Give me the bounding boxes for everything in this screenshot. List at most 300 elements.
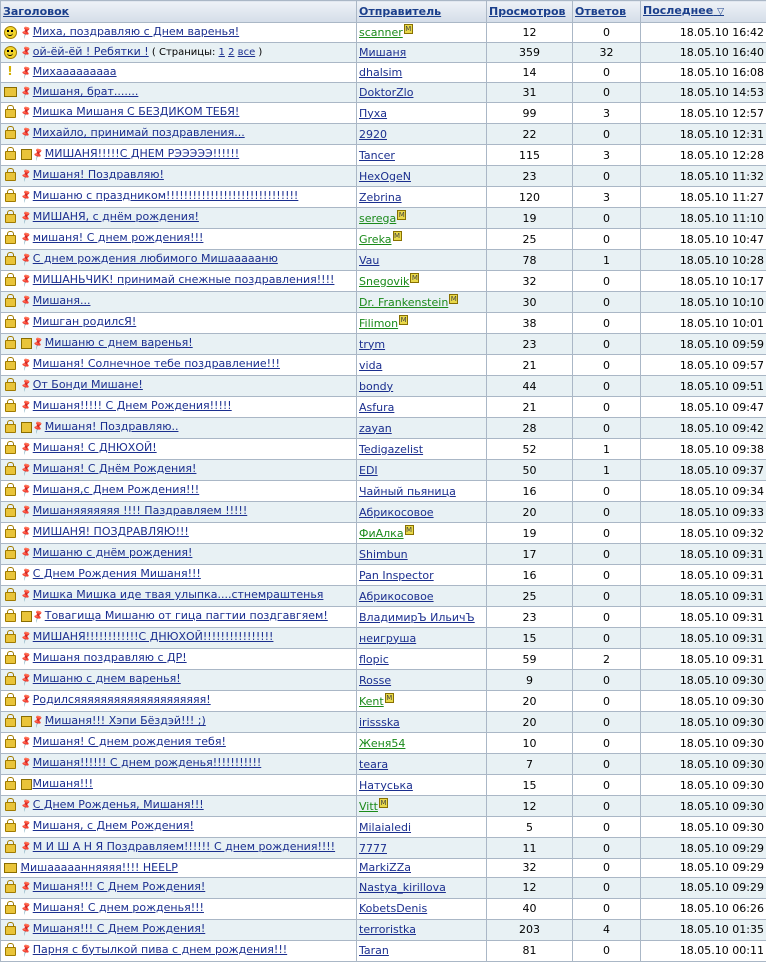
topic-views: 120 <box>487 187 573 208</box>
topic-title-link[interactable]: Мишааааанняяяя!!!! HEELP <box>21 861 178 874</box>
topic-title-link[interactable]: МИШАНЬЧИК! принимай снежные поздравления!!!! <box>33 273 335 286</box>
topic-last-post: 18.05.10 09:32 <box>641 523 766 544</box>
topic-title-cell <box>1 397 357 418</box>
sender-link[interactable]: Rosse <box>359 674 391 687</box>
topic-row <box>1 376 766 397</box>
topic-sender-cell <box>357 919 487 940</box>
topic-last-post: 18.05.10 09:42 <box>641 418 766 439</box>
book-icon <box>3 83 17 100</box>
topic-sender-cell <box>357 502 487 523</box>
topic-sender-cell <box>357 586 487 607</box>
topic-last-post: 18.05.10 11:27 <box>641 187 766 208</box>
lock-icon <box>3 899 17 919</box>
lock-icon-shape <box>5 884 16 893</box>
topic-title-cell <box>1 229 357 250</box>
pin-icon: 📌 <box>17 899 35 919</box>
pin-icon: 📌 <box>17 376 35 396</box>
topic-last-post: 18.05.10 09:59 <box>641 334 766 355</box>
sender-link[interactable]: Shimbun <box>359 548 408 561</box>
sender-link[interactable]: Абрикосовое <box>359 506 434 519</box>
topic-row <box>1 397 766 418</box>
topic-last-post: 18.05.10 09:29 <box>641 877 766 898</box>
lock-icon-shape <box>5 256 16 265</box>
topic-replies: 0 <box>573 292 641 313</box>
sender-link[interactable]: serega <box>359 212 396 225</box>
topic-title-link[interactable]: МИШАНЯ, с днём рождения! <box>33 210 199 223</box>
topic-last-post: 18.05.10 09:30 <box>641 817 766 838</box>
topic-title-link[interactable]: Мишаня поздравляю с ДР! <box>33 651 187 664</box>
topic-sender-cell <box>357 712 487 733</box>
topic-last-post: 18.05.10 09:30 <box>641 712 766 733</box>
topic-replies: 0 <box>573 877 641 898</box>
sender-link[interactable]: scanner <box>359 26 403 39</box>
pin-icon: 📌 <box>17 691 35 711</box>
topic-views: 14 <box>487 63 573 83</box>
lock-icon <box>3 670 17 690</box>
sender-link[interactable]: Nastya_kirillova <box>359 881 446 894</box>
lock-icon <box>3 817 17 837</box>
lock-icon <box>3 775 17 795</box>
moderator-badge-icon: M <box>379 798 388 808</box>
pin-icon: 📌 <box>17 124 35 144</box>
topic-sender-cell <box>357 877 487 898</box>
topic-title-link[interactable]: мишаня! С днем рождения!!! <box>33 231 204 244</box>
topic-replies: 0 <box>573 838 641 859</box>
sticky-icon <box>21 779 32 790</box>
book-icon-shape <box>4 863 17 873</box>
sender-link[interactable]: HexOgeN <box>359 170 411 183</box>
sender-link[interactable]: Женя54 <box>359 737 405 750</box>
lock-icon <box>3 187 17 207</box>
lock-icon <box>3 565 17 585</box>
pin-icon: 📌 <box>29 145 47 165</box>
lock-icon-shape <box>5 487 16 496</box>
sender-link[interactable]: 7777 <box>359 842 387 855</box>
sender-link[interactable]: vida <box>359 359 382 372</box>
topic-views: 38 <box>487 313 573 334</box>
pin-icon: 📌 <box>17 23 35 42</box>
topic-replies: 3 <box>573 103 641 124</box>
lock-icon <box>3 145 17 165</box>
topic-title-cell <box>1 355 357 376</box>
lock-icon-shape <box>5 529 16 538</box>
topic-row <box>1 145 766 166</box>
topic-title-cell <box>1 628 357 649</box>
topic-sender-cell <box>357 544 487 565</box>
sender-link[interactable]: zayan <box>359 422 392 435</box>
sender-link[interactable]: Snegovik <box>359 275 409 288</box>
lock-icon <box>3 418 17 438</box>
topic-title-link[interactable]: Мишган родилсЯ! <box>33 315 137 328</box>
topic-title-link[interactable]: Мишаня! Поздравляю! <box>33 168 164 181</box>
topic-views: 40 <box>487 898 573 919</box>
sender-link[interactable]: Мишаня <box>359 46 406 59</box>
sender-link[interactable]: irissska <box>359 716 400 729</box>
topic-title-link[interactable]: М И Ш А Н Я Поздравляем!!!!!! С днем рождения!!!! <box>33 840 335 853</box>
page-link[interactable]: 1 <box>219 47 225 58</box>
topic-last-post: 18.05.10 01:35 <box>641 919 766 940</box>
topic-title-link[interactable]: Товагища Мишаню от гица пагтии поздгавгяем! <box>45 609 328 622</box>
topic-title-link[interactable]: ой-ёй-ёй ! Ребятки ! <box>33 45 149 58</box>
topic-views: 19 <box>487 208 573 229</box>
lock-icon-shape <box>5 361 16 370</box>
lock-icon <box>3 838 17 858</box>
lock-icon <box>3 208 17 228</box>
topic-sender-cell <box>357 208 487 229</box>
sender-link[interactable]: Greka <box>359 233 392 246</box>
topic-title-link[interactable]: Мишаню с днём рождения! <box>33 546 193 559</box>
topic-title-link[interactable]: Мишаню с днем варенья! <box>33 672 181 685</box>
sender-link[interactable]: Dr. Frankenstein <box>359 296 448 309</box>
topic-title-cell <box>1 691 357 712</box>
pin-icon: 📌 <box>17 439 35 459</box>
topic-sender-cell <box>357 481 487 502</box>
topic-sender-cell <box>357 649 487 670</box>
topic-sender-cell <box>357 691 487 712</box>
topic-row <box>1 250 766 271</box>
topic-last-post: 18.05.10 09:38 <box>641 439 766 460</box>
lock-icon-shape <box>5 193 16 202</box>
topic-row <box>1 712 766 733</box>
topic-last-post: 18.05.10 00:11 <box>641 940 766 961</box>
topic-views: 25 <box>487 229 573 250</box>
topic-views: 22 <box>487 124 573 145</box>
topic-sender-cell <box>357 418 487 439</box>
topic-row <box>1 919 766 940</box>
topic-title-link[interactable]: От Бонди Мишане! <box>33 378 143 391</box>
topic-sender-cell <box>357 271 487 292</box>
pin-icon: 📌 <box>17 941 35 961</box>
lock-icon <box>3 124 17 144</box>
moderator-badge-icon: M <box>385 693 394 703</box>
sender-link[interactable]: неигруша <box>359 632 416 645</box>
topic-last-post: 18.05.10 09:31 <box>641 649 766 670</box>
lock-icon <box>3 796 17 816</box>
column-header-views[interactable]: Просмотров <box>487 1 573 23</box>
topic-row <box>1 898 766 919</box>
topic-title-link[interactable]: Михайло, принимай поздравления... <box>33 126 245 139</box>
lock-icon-shape <box>5 130 16 139</box>
smiley-icon-shape <box>4 46 17 59</box>
topic-title-link[interactable]: Мишаня, брат....... <box>33 85 139 98</box>
pin-icon: 📌 <box>29 712 47 732</box>
sender-link[interactable]: ВладимирЪ ИльичЪ <box>359 611 475 624</box>
lock-icon <box>3 397 17 417</box>
topic-row <box>1 166 766 187</box>
topic-title-link[interactable]: Мишаня! С ДНЮХОЙ! <box>33 441 157 454</box>
topic-title-link[interactable]: Мишаня... <box>33 294 91 307</box>
lock-icon-shape <box>5 235 16 244</box>
pin-icon: 📌 <box>17 271 35 291</box>
topic-row <box>1 313 766 334</box>
topic-views: 203 <box>487 919 573 940</box>
topic-title-link[interactable]: Мишка Мишка иде твая улыпка....стнемраштенья <box>33 588 324 601</box>
lock-icon-shape <box>5 445 16 454</box>
topic-sender-cell <box>357 376 487 397</box>
sender-link[interactable]: Zebrina <box>359 191 402 204</box>
topic-title-cell <box>1 334 357 355</box>
topic-row <box>1 586 766 607</box>
topic-replies: 3 <box>573 187 641 208</box>
lock-icon-shape <box>5 571 16 580</box>
topic-row <box>1 23 766 43</box>
topic-title-link[interactable]: Мишаня! С днем рождения тебя! <box>33 735 226 748</box>
page-link[interactable]: все <box>238 47 256 58</box>
topic-title-link[interactable]: Михааааааааа <box>33 65 117 78</box>
topic-last-post: 18.05.10 09:31 <box>641 586 766 607</box>
topic-title-link[interactable]: С Днем Рождения Мишаня!!! <box>33 567 201 580</box>
sender-link[interactable]: Vitt <box>359 800 378 813</box>
pin-icon: 📌 <box>17 355 35 375</box>
page-link[interactable]: 2 <box>228 47 234 58</box>
sender-link[interactable]: teara <box>359 758 388 771</box>
topic-title-link[interactable]: Мишаняяяяяяя !!!! Паздравляем !!!!! <box>33 504 248 517</box>
topic-title-link[interactable]: Мишаня! С Днём Рождения! <box>33 462 197 475</box>
topic-views: 52 <box>487 439 573 460</box>
lock-icon-shape <box>5 947 16 956</box>
topic-last-post: 18.05.10 09:47 <box>641 397 766 418</box>
topic-title-cell <box>1 670 357 691</box>
topic-replies: 0 <box>573 271 641 292</box>
topic-replies: 0 <box>573 523 641 544</box>
pin-icon: 📌 <box>17 83 35 102</box>
topic-last-post: 18.05.10 10:01 <box>641 313 766 334</box>
sender-link[interactable]: Asfura <box>359 401 394 414</box>
topic-last-post: 18.05.10 09:30 <box>641 775 766 796</box>
topic-replies: 0 <box>573 940 641 961</box>
topic-last-post: 18.05.10 12:28 <box>641 145 766 166</box>
sender-link[interactable]: bondy <box>359 380 393 393</box>
topic-sender-cell <box>357 355 487 376</box>
topic-sender-cell <box>357 733 487 754</box>
topic-sender-cell <box>357 898 487 919</box>
topic-title-link[interactable]: С Днем Рожденья, Мишаня!!! <box>33 798 204 811</box>
topic-sender-cell <box>357 124 487 145</box>
topic-sender-cell <box>357 166 487 187</box>
pin-icon: 📌 <box>17 565 35 585</box>
topic-row <box>1 628 766 649</box>
topic-views: 5 <box>487 817 573 838</box>
sender-link[interactable]: Kent <box>359 695 384 708</box>
topic-title-link[interactable]: С днем рождения любимого Мишаааааню <box>33 252 278 265</box>
topic-views: 31 <box>487 83 573 103</box>
topic-views: 19 <box>487 523 573 544</box>
topic-replies: 0 <box>573 376 641 397</box>
pin-icon: 📌 <box>17 502 35 522</box>
topic-replies: 0 <box>573 397 641 418</box>
topic-views: 30 <box>487 292 573 313</box>
lock-icon-shape <box>5 508 16 517</box>
topic-replies: 0 <box>573 691 641 712</box>
lock-icon-shape <box>5 319 16 328</box>
pin-icon: 📌 <box>17 796 35 816</box>
topic-title-link[interactable]: Родилсяяяяяяяяяяяяяяяяяяяя! <box>33 693 211 706</box>
topic-title-link[interactable]: Мишаня!!!!!! С днем рожденья!!!!!!!!!!! <box>33 756 262 769</box>
sender-link[interactable]: Pan Inspector <box>359 569 434 582</box>
topic-last-post: 18.05.10 16:40 <box>641 43 766 63</box>
sender-link[interactable]: Натуська <box>359 779 413 792</box>
topic-replies: 2 <box>573 649 641 670</box>
sender-link[interactable]: 2920 <box>359 128 387 141</box>
sender-link[interactable]: dhalsim <box>359 66 402 79</box>
topic-title-cell <box>1 733 357 754</box>
column-header-sender[interactable]: Отправитель <box>357 1 487 23</box>
topic-title-link[interactable]: Мишаню с праздником!!!!!!!!!!!!!!!!!!!!!!!!!!!!!! <box>33 189 299 202</box>
sender-link[interactable]: Tedigazelist <box>359 443 423 456</box>
topic-last-post: 18.05.10 10:47 <box>641 229 766 250</box>
topic-title-cell <box>1 271 357 292</box>
lock-icon <box>3 691 17 711</box>
lock-icon <box>3 607 17 627</box>
topic-last-post: 18.05.10 16:42 <box>641 23 766 43</box>
topic-title-link[interactable]: МИШАНЯ! ПОЗДРАВЛЯЮ!!! <box>33 525 189 538</box>
topic-title-cell <box>1 187 357 208</box>
lock-icon <box>3 229 17 249</box>
topic-title-link[interactable]: Мишаня,с Днем Рождения!!! <box>33 483 199 496</box>
topic-last-post: 18.05.10 09:30 <box>641 691 766 712</box>
topic-views: 81 <box>487 940 573 961</box>
pin-icon: 📌 <box>17 229 35 249</box>
topic-last-post: 18.05.10 09:31 <box>641 544 766 565</box>
lock-icon <box>3 754 17 774</box>
topic-title-link[interactable]: Мишаня!!! С Днем Рождения! <box>33 880 206 893</box>
topic-sender-cell <box>357 103 487 124</box>
moderator-badge-icon: M <box>397 210 406 220</box>
sender-link[interactable]: Tancer <box>359 149 395 162</box>
topic-last-post: 18.05.10 12:31 <box>641 124 766 145</box>
topic-row <box>1 439 766 460</box>
sender-link[interactable]: trym <box>359 338 385 351</box>
sender-link[interactable]: EDI <box>359 464 378 477</box>
sender-link[interactable]: Vau <box>359 254 379 267</box>
sender-link[interactable]: terroristka <box>359 923 416 936</box>
topic-row <box>1 355 766 376</box>
topic-views: 59 <box>487 649 573 670</box>
topic-sender-cell <box>357 565 487 586</box>
topic-last-post: 18.05.10 09:29 <box>641 838 766 859</box>
topic-last-post: 18.05.10 06:26 <box>641 898 766 919</box>
topic-title-cell <box>1 460 357 481</box>
topic-title-link[interactable]: Мишаня! С днем рожденья!!! <box>33 901 204 914</box>
pin-icon: 📌 <box>17 103 35 123</box>
topic-replies: 0 <box>573 166 641 187</box>
sender-link[interactable]: Milaialedi <box>359 821 411 834</box>
topic-last-post: 18.05.10 11:32 <box>641 166 766 187</box>
lock-icon <box>3 292 17 312</box>
lock-icon-shape <box>5 109 16 118</box>
sender-link[interactable]: Пуха <box>359 107 387 120</box>
topic-title-cell <box>1 250 357 271</box>
pin-icon: 📌 <box>17 166 35 186</box>
topic-replies: 0 <box>573 898 641 919</box>
topic-title-link[interactable]: Мишаня!!! Хэпи Бёздэй!!! ;) <box>45 714 206 727</box>
topic-last-post: 18.05.10 09:31 <box>641 565 766 586</box>
column-header-last-label[interactable]: Последнее <box>643 4 713 17</box>
topic-title-link[interactable]: Мишаня!!! <box>33 777 93 790</box>
lock-icon-shape <box>5 676 16 685</box>
book-icon-shape <box>4 87 17 97</box>
topic-sender-cell <box>357 313 487 334</box>
pin-icon: 📌 <box>17 544 35 564</box>
topic-row <box>1 63 766 83</box>
lock-icon-shape <box>5 592 16 601</box>
sender-link[interactable]: ФиАлка <box>359 527 404 540</box>
sender-link[interactable]: Filimon <box>359 317 398 330</box>
topic-title-link[interactable]: Мишка Мишаня С БЕЗДИКОМ ТЕБЯ! <box>33 105 240 118</box>
lock-icon <box>3 878 17 898</box>
topic-views: 23 <box>487 607 573 628</box>
pin-icon: 📌 <box>17 313 35 333</box>
table-header-row <box>1 1 766 23</box>
topic-row <box>1 940 766 961</box>
pin-icon: 📌 <box>17 649 35 669</box>
topic-views: 115 <box>487 145 573 166</box>
topic-title-link[interactable]: Мишаня, с Днем Рождения! <box>33 819 194 832</box>
topic-replies: 3 <box>573 145 641 166</box>
topic-title-link[interactable]: Мишаня! Солнечное тебе поздравление!!! <box>33 357 280 370</box>
sender-link[interactable]: Абрикосовое <box>359 590 434 603</box>
topic-last-post: 18.05.10 10:17 <box>641 271 766 292</box>
topic-title-link[interactable]: Мишаня!!!!! С Днем Рождения!!!!! <box>33 399 232 412</box>
exclamation-icon <box>3 63 17 80</box>
topic-title-link[interactable]: Мишаня!!! С Днем Рождения! <box>33 922 206 935</box>
topic-title-link[interactable]: Парня с бутылкой пива с днем рождения!!! <box>33 943 287 956</box>
sender-link[interactable]: Чайный пьяница <box>359 485 456 498</box>
topic-title-link[interactable]: Мишаня! Поздравляю.. <box>45 420 179 433</box>
column-header-title[interactable]: Заголовок <box>1 1 357 23</box>
lock-icon-shape <box>5 718 16 727</box>
topic-last-post: 18.05.10 09:30 <box>641 733 766 754</box>
pin-icon: 📌 <box>17 817 35 837</box>
topic-views: 20 <box>487 502 573 523</box>
sender-link[interactable]: MarkiZZa <box>359 861 411 874</box>
topic-replies: 0 <box>573 817 641 838</box>
topic-views: 21 <box>487 397 573 418</box>
topic-title-cell <box>1 43 357 63</box>
topic-title-cell <box>1 166 357 187</box>
topic-replies: 0 <box>573 229 641 250</box>
topic-title-link[interactable]: МИШАНЯ!!!!!!!!!!!!С ДНЮХОЙ!!!!!!!!!!!!!!!! <box>33 630 274 643</box>
topic-title-cell <box>1 481 357 502</box>
topic-row <box>1 271 766 292</box>
lock-icon-shape <box>5 802 16 811</box>
topic-title-link[interactable]: Миха, поздравляю с Днем варенья! <box>33 25 239 38</box>
topic-replies: 0 <box>573 607 641 628</box>
sender-link[interactable]: flopic <box>359 653 389 666</box>
topic-title-link[interactable]: МИШАНЯ!!!!!С ДНЕМ РЭЭЭЭЭ!!!!!! <box>45 147 239 160</box>
column-header-replies[interactable]: Ответов <box>573 1 641 23</box>
sort-descending-icon[interactable]: ▽ <box>717 7 724 17</box>
sender-link[interactable]: KobetsDenis <box>359 902 427 915</box>
topic-replies: 1 <box>573 460 641 481</box>
topic-last-post: 18.05.10 10:28 <box>641 250 766 271</box>
sender-link[interactable]: Taran <box>359 944 389 957</box>
topic-title-link[interactable]: Мишаню с днем варенья! <box>45 336 193 349</box>
column-header-last[interactable] <box>641 1 766 23</box>
topic-pages <box>149 47 263 58</box>
topic-title-cell <box>1 919 357 940</box>
topic-last-post: 18.05.10 09:34 <box>641 481 766 502</box>
sender-link[interactable]: DoktorZlo <box>359 86 413 99</box>
lock-icon-shape <box>5 697 16 706</box>
smiley-icon-shape <box>4 26 17 39</box>
topic-row <box>1 670 766 691</box>
pin-icon: 📌 <box>17 586 35 606</box>
topic-sender-cell <box>357 817 487 838</box>
topic-views: 99 <box>487 103 573 124</box>
lock-icon <box>3 628 17 648</box>
topic-row <box>1 859 766 878</box>
